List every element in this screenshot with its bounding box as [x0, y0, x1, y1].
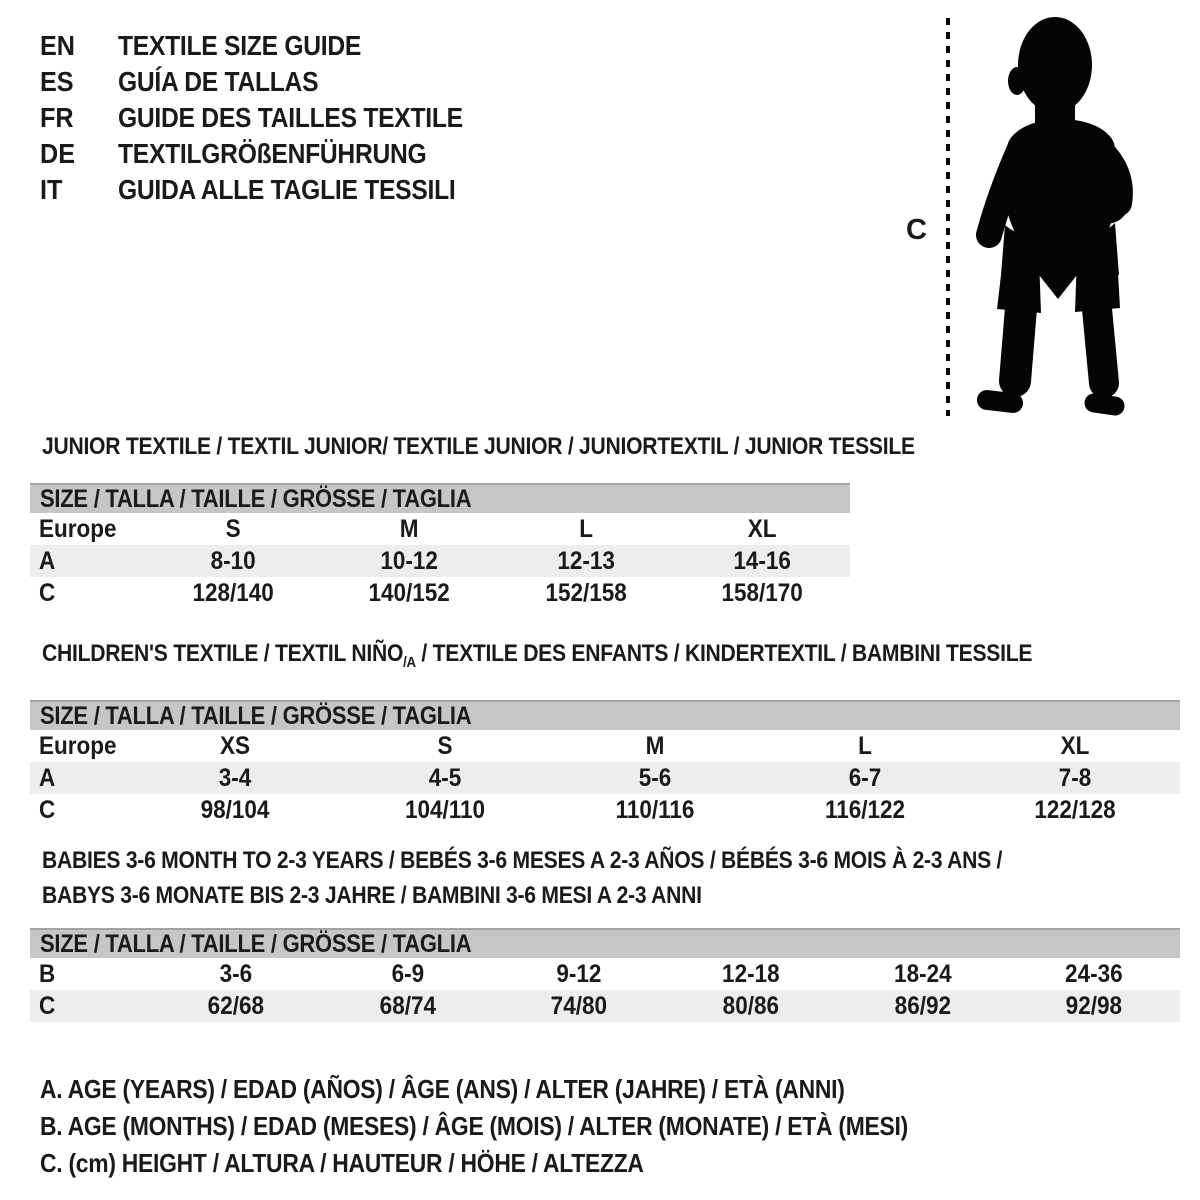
language-title-list	[40, 28, 510, 208]
size-value: 92/98	[1066, 992, 1123, 1020]
guide-title-en: TEXTILE SIZE GUIDE	[118, 30, 362, 61]
lang-code: FR	[40, 102, 74, 133]
lang-code: DE	[40, 138, 76, 169]
size-value: 6-9	[391, 960, 424, 988]
table-row-c	[30, 577, 850, 609]
size-value: 3-4	[218, 764, 252, 792]
guide-title-it: GUIDA ALLE TAGLIE TESSILI	[118, 174, 456, 205]
size-value: 7-8	[1058, 764, 1092, 792]
row-label: A	[39, 764, 56, 792]
size-value: 5-6	[638, 764, 672, 792]
section-title	[30, 843, 1180, 913]
legend-line-b	[40, 1108, 1026, 1145]
table-body	[30, 513, 850, 609]
size-value: 98/104	[200, 796, 270, 824]
size-value: 8-10	[210, 547, 256, 575]
children-size-table	[30, 700, 1180, 826]
lang-row-fr	[40, 100, 510, 136]
legend-line-c	[40, 1145, 1026, 1182]
size-value: 104/110	[404, 796, 486, 824]
size-value: 6-7	[848, 764, 882, 792]
size-value: 116/122	[824, 796, 906, 824]
table-row-c	[30, 794, 1180, 826]
size-value: 62/68	[207, 992, 264, 1020]
size-value: 140/152	[368, 579, 451, 607]
size-value: XL	[1060, 732, 1090, 760]
guide-title-de: TEXTILGRÖßENFÜHRUNG	[118, 138, 427, 169]
table-size-header	[30, 928, 1180, 958]
lang-row-es	[40, 64, 510, 100]
table-row-europe	[30, 730, 1180, 762]
size-value: 158/170	[721, 579, 803, 607]
lang-code: ES	[40, 66, 74, 97]
size-value: 110/116	[615, 796, 695, 824]
row-label: Europe	[39, 515, 117, 543]
size-value: 14-16	[733, 547, 791, 575]
table-body	[30, 958, 1180, 1022]
size-value: 12-18	[722, 960, 780, 988]
legend-text-c: C. (cm) HEIGHT / ALTURA / HAUTEUR / HÖHE / ALTEZZA	[40, 1148, 644, 1178]
size-value: 152/158	[544, 579, 627, 607]
size-value: 86/92	[894, 992, 951, 1020]
size-value: 68/74	[379, 992, 436, 1020]
size-value: XL	[747, 515, 777, 543]
section-title	[30, 641, 1180, 676]
lang-row-de	[40, 136, 510, 172]
table-row-europe	[30, 513, 850, 545]
size-value: 12-13	[556, 547, 615, 575]
table-row-b	[30, 958, 1180, 990]
section-childrens-textile	[30, 641, 1180, 826]
section-title	[30, 433, 915, 460]
table-size-header	[30, 483, 850, 513]
table-size-header-text: SIZE / TALLA / TAILLE / GRÖSSE / TAGLIA	[40, 702, 472, 730]
table-body	[30, 730, 1180, 826]
row-label: A	[39, 547, 56, 575]
row-label: C	[39, 796, 56, 824]
table-size-header-text: SIZE / TALLA / TAILLE / GRÖSSE / TAGLIA	[40, 930, 472, 958]
lang-code: IT	[40, 174, 63, 205]
size-value: 80/86	[722, 992, 779, 1020]
size-value: 4-5	[428, 764, 462, 792]
section-babies	[30, 843, 1180, 1022]
legend-text-b: B. AGE (MONTHS) / EDAD (MESES) / ÂGE (MOIS) / ALTER (MONATE) / ETÀ (MESI)	[40, 1111, 908, 1141]
size-value: S	[225, 515, 241, 543]
row-label: B	[39, 960, 56, 988]
lang-code: EN	[40, 30, 76, 61]
title-part: / TEXTILE DES ENFANTS / KINDERTEXTIL / BAMBINI TESSILE	[415, 640, 1033, 667]
section-title-line-2: BABYS 3-6 MONATE BIS 2-3 JAHRE / BAMBINI 3-6 MESI A 2-3 ANNI	[42, 882, 702, 909]
measure-legend	[40, 1071, 1026, 1182]
size-value: M	[399, 515, 419, 543]
table-row-a	[30, 545, 850, 577]
size-value: 24-36	[1065, 960, 1123, 988]
section-title-line-1: BABIES 3-6 MONTH TO 2-3 YEARS / BEBÉS 3-6 MESES A 2-3 AÑOS / BÉBÉS 3-6 MOIS À 2-3 ANS /	[42, 847, 1003, 874]
toddler-silhouette-icon	[966, 13, 1138, 417]
guide-title-fr: GUIDE DES TAILLES TEXTILE	[118, 102, 463, 133]
height-measure-label: C	[906, 214, 927, 246]
legend-line-a	[40, 1071, 1026, 1108]
table-row-c	[30, 990, 1180, 1022]
size-value: S	[437, 732, 453, 760]
table-size-header	[30, 700, 1180, 730]
section-title-text	[42, 641, 1032, 676]
lang-row-it	[40, 172, 510, 208]
size-value: 3-6	[219, 960, 253, 988]
size-value: L	[858, 732, 872, 760]
section-title-text: JUNIOR TEXTILE / TEXTIL JUNIOR/ TEXTILE JUNIOR / JUNIORTEXTIL / JUNIOR TESSILE	[42, 433, 915, 460]
section-junior-textile	[30, 433, 915, 609]
size-value: 9-12	[556, 960, 602, 988]
babies-size-table	[30, 928, 1180, 1022]
size-value: XS	[219, 732, 251, 760]
size-value: 74/80	[551, 992, 608, 1020]
size-value: 128/140	[192, 579, 274, 607]
lang-row-en	[40, 28, 510, 64]
size-value: 122/128	[1034, 796, 1116, 824]
guide-title-es: GUÍA DE TALLAS	[118, 66, 319, 97]
legend-text-a: A. AGE (YEARS) / EDAD (AÑOS) / ÂGE (ANS) / ALTER (JAHRE) / ETÀ (ANNI)	[40, 1074, 845, 1104]
row-label: Europe	[39, 732, 117, 760]
junior-size-table	[30, 483, 850, 609]
title-part: CHILDREN'S TEXTILE / TEXTIL NIÑO	[42, 640, 404, 667]
row-label: C	[39, 579, 56, 607]
size-value: 18-24	[893, 960, 952, 988]
height-measure-dashed-line	[946, 18, 950, 416]
size-value: L	[578, 515, 593, 543]
size-value: M	[645, 732, 665, 760]
row-label: C	[39, 992, 56, 1020]
title-part-subscript: /A	[403, 654, 416, 671]
table-row-a	[30, 762, 1180, 794]
size-value: 10-12	[380, 547, 439, 575]
table-size-header-text: SIZE / TALLA / TAILLE / GRÖSSE / TAGLIA	[40, 485, 472, 513]
